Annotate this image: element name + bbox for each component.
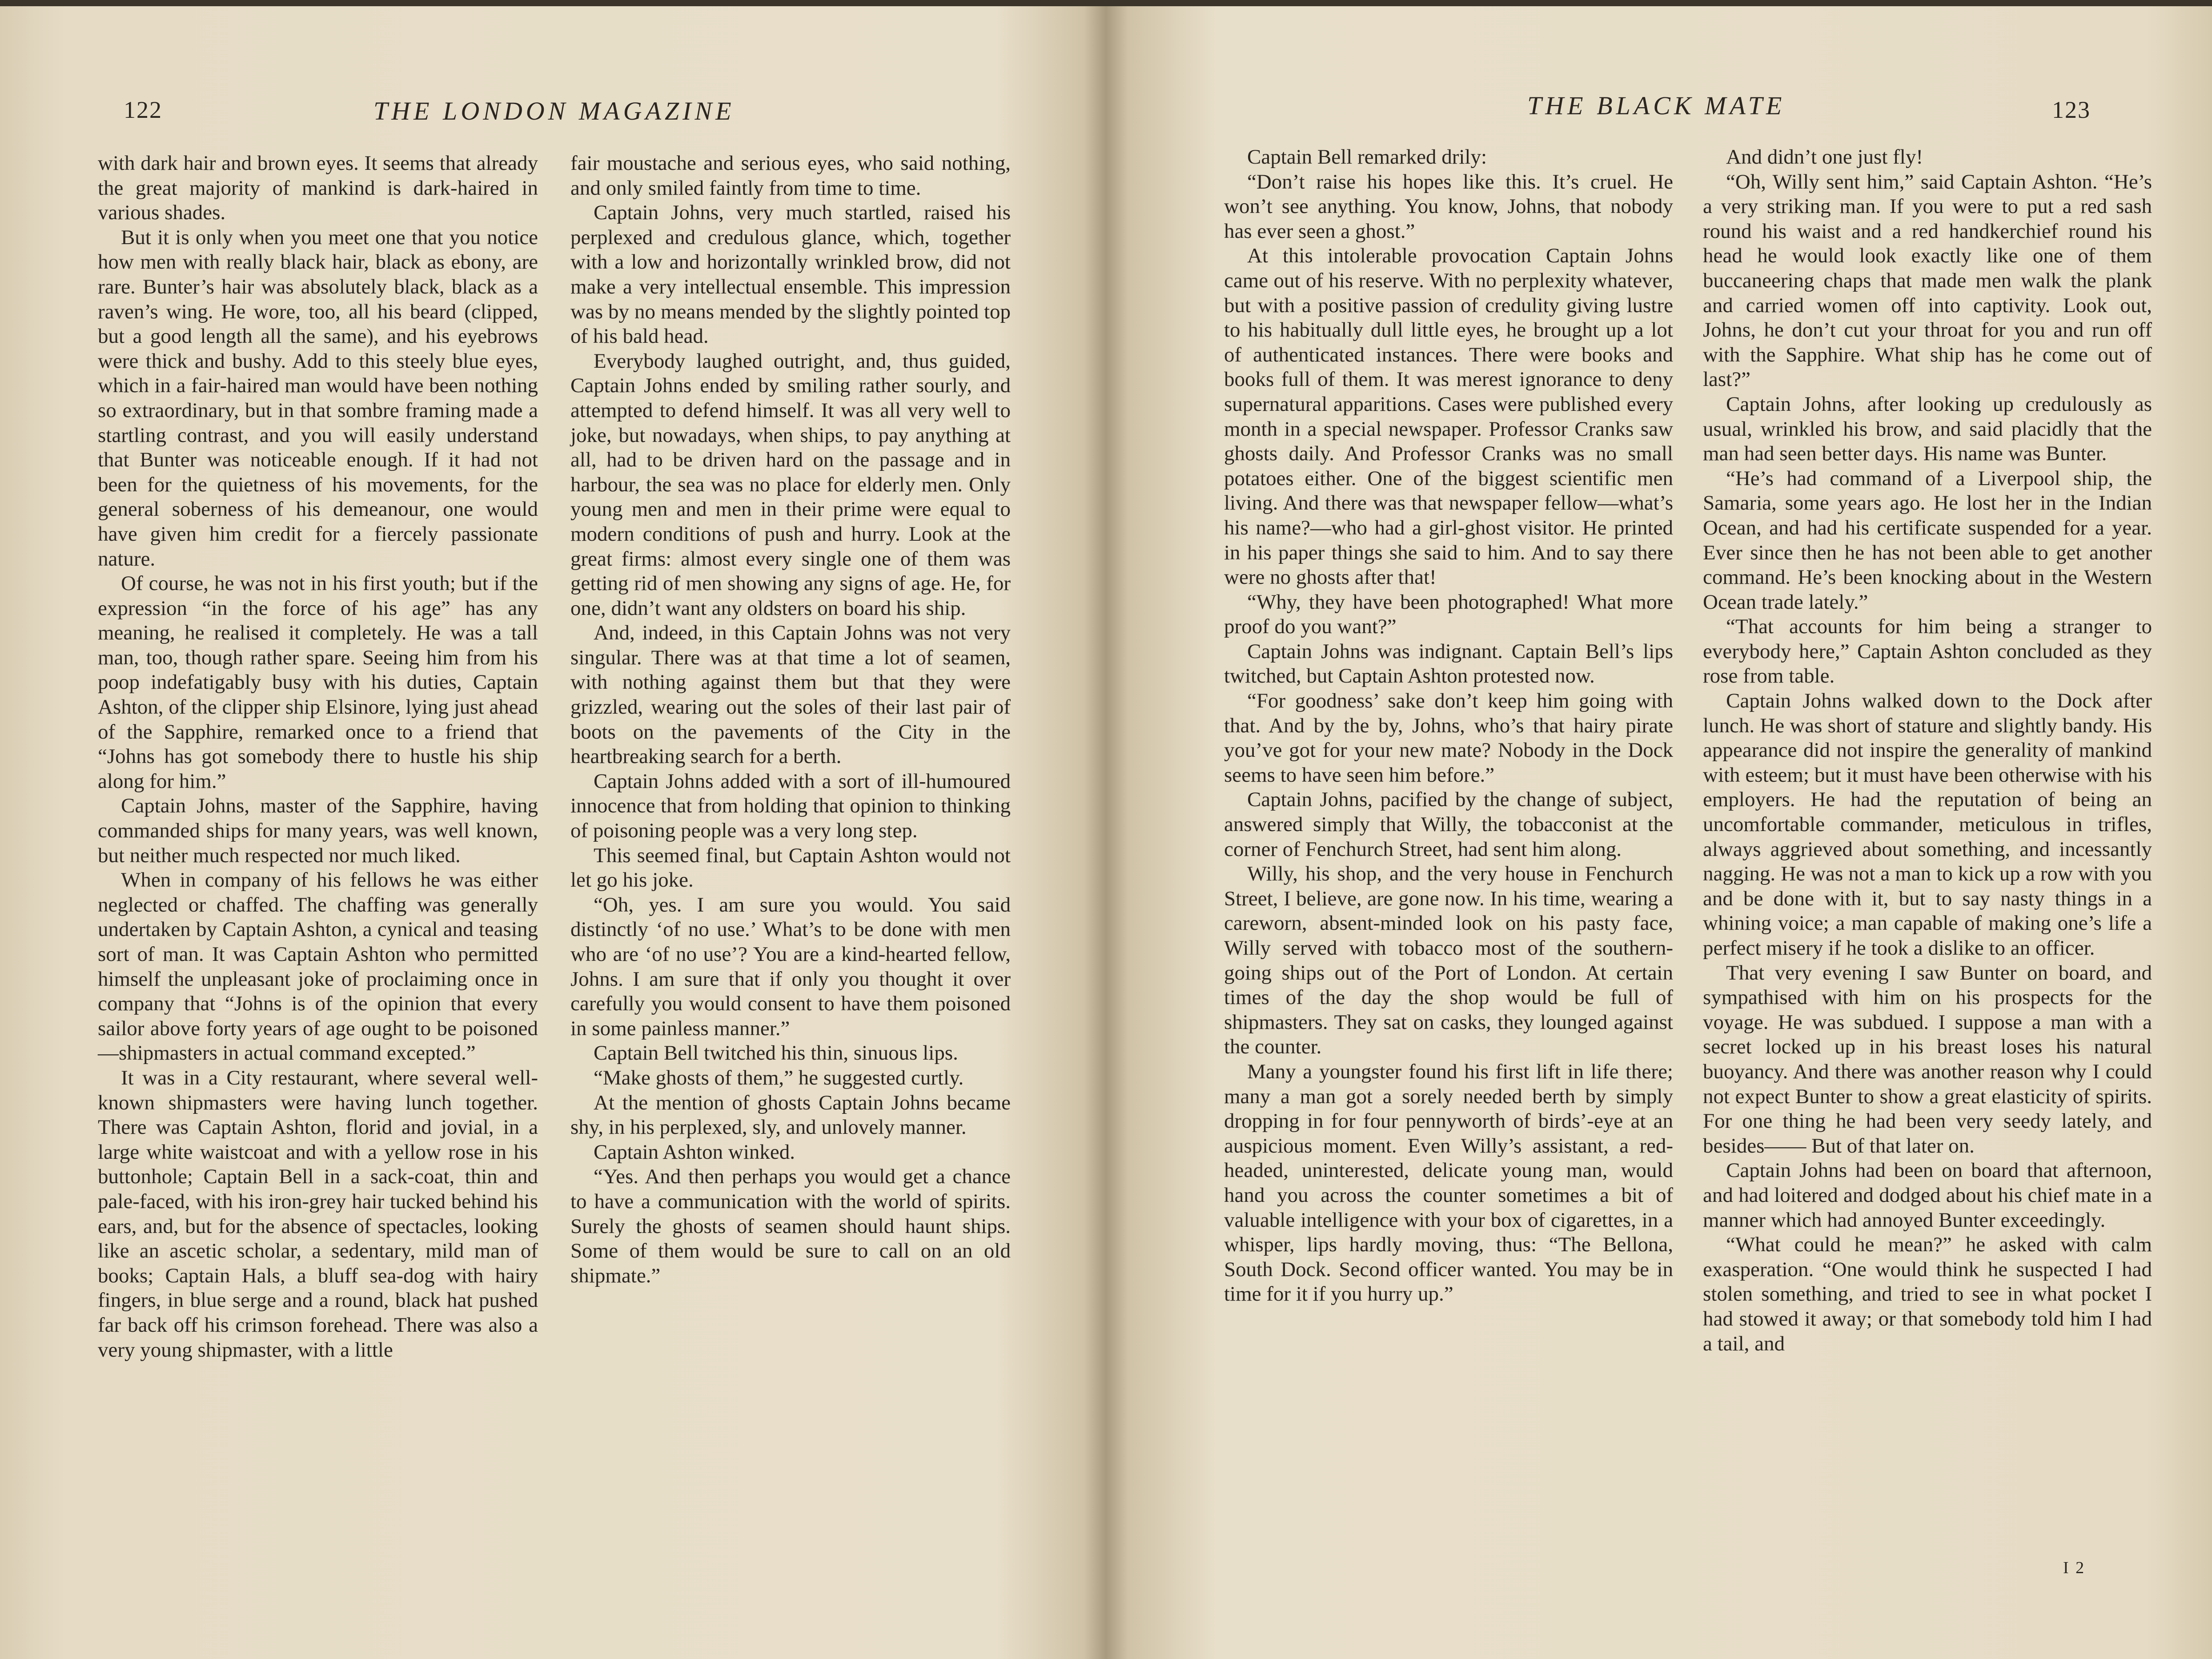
paragraph: Captain Johns, very much startled, raised his perplexed and credulous glance, which, together with a low and horizontally wrinkled brow, did not make a very intellectual ensemble. This impression was by no means mended by the slightly pointed top of his bald head. [570,201,1011,348]
paragraph: Captain Johns was indignant. Captain Bell’s lips twitched, but Captain Ashton protested now. [1224,639,1673,688]
paragraph: Of course, he was not in his first youth; but if the expression “in the force of his age” has any meaning, he realised it completely. He was a tall man, too, though rather spare. Seeing him from his poop indefatigably busy with his duties, Captain Ashton, of the clipper ship Elsinore, lying just ahead of the Sapphire, remarked once to a friend that “Johns has got somebody there to hustle his ship along for him.” [98,572,538,793]
paragraph: Willy, his shop, and the very house in Fenchurch Street, I believe, are gone now. In his time, wearing a careworn, absent-minded look on his pasty face, Willy served with tobacco most of the southern-going ships out of the Port of London. At certain times of the day the shop would be full of shipmasters. They sat on casks, they lounged against the counter. [1224,862,1673,1059]
paragraph: “Make ghosts of them,” he suggested curtly. [594,1066,964,1089]
text-column-1 [1224,145,1673,1307]
paragraph: “What could he mean?” he asked with calm exasperation. “One would think he suspected I had stolen something, and tried to see in what pocket I had stowed it away; or that somebody told him I had a tail, and [1703,1233,2152,1355]
paragraph: with dark hair and brown eyes. It seems that already the great majority of mankind is dark-haired in various shades. [98,152,538,225]
running-title: THE LONDON MAGAZINE [373,96,735,125]
paragraph: Captain Johns, master of the Sapphire, having commanded ships for many years, was well known, but neither much respected nor much liked. [98,794,538,867]
paragraph: “Yes. And then perhaps you would get a chance to have a communication with the world of spirits. Surely the ghosts of seamen should haunt ships. Some of them would be sure to call on an old shipmate.” [570,1165,1011,1287]
running-head [0,87,1103,141]
paragraph: Captain Johns, after looking up credulously as usual, wrinkled his brow, and said placidly that the man had seen better days. His name was Bunter. [1703,392,2152,466]
paragraph: Captain Bell remarked drily: [1247,145,1487,169]
paragraph: That very evening I saw Bunter on board, and sympathised with him on his prospects for the voyage. He was subdued. I suppose a man with a secret locked up in his breast loses his natural buoyancy. And there was another reason why I could not expect Bunter to show a great elasticity of spirits. For one thing he had been very seedy lately, and besides—— But of that later on. [1703,961,2152,1157]
paragraph: Many a youngster found his first lift in life there; many a man got a sorely needed berth by simply dropping in for four pennyworth of birds’-eye at an auspicious moment. Even Willy’s assistant, a red-headed, uninterested, delicate young man, would hand you across the counter sometimes a bit of valuable intelligence with your box of cigarettes, in a whisper, lips hardly moving, thus: “The Bellona, South Dock. Second officer wanted. You may be in time for it if you hurry up.” [1224,1060,1673,1306]
paragraph: “That accounts for him being a stranger to everybody here,” Captain Ashton concluded as they rose from table. [1703,615,2152,688]
paragraph: This seemed final, but Captain Ashton would not let go his joke. [570,844,1011,892]
paragraph: When in company of his fellows he was either neglected or chaffed. The chaffing was generally undertaken by Captain Ashton, a cynical and teasing sort of man. It was Captain Ashton who permitted himself the unpleasant joke of proclaiming once in company that “Johns is of the opinion that every sailor above forty years of age ought to be poisoned—shipmasters in actual command excepted.” [98,868,538,1065]
paragraph: “Why, they have been photographed! What more proof do you want?” [1224,590,1673,639]
text-column-2 [570,151,1011,1288]
running-head [1109,87,2212,141]
text-column-2 [1703,145,2152,1356]
right-page [1109,6,2212,1659]
paragraph: And didn’t one just fly! [1726,145,1923,169]
page-number: 123 [2052,96,2091,123]
paragraph: At the mention of ghosts Captain Johns became shy, in his perplexed, sly, and unlovely manner. [570,1091,1011,1139]
paragraph: Captain Bell twitched his thin, sinuous lips. [594,1041,958,1065]
paragraph: But it is only when you meet one that you notice how men with really black hair, black as ebony, are rare. Bunter’s hair was absolutely black, black as a raven’s wing. He wore, too, all his beard (clipped, but a good length all the same), and his eyebrows were thick and bushy. Add to this steely blue eyes, which in a fair-haired man would have been nothing so extraordinary, but in that sombre framing made a startling contrast, and you will easily understand that Bunter was noticeable enough. If it had not been for the quietness of his movements, for the general soberness of his demeanour, one would have given him credit for a fiercely passionate nature. [98,225,538,570]
paragraph: fair moustache and serious eyes, who said nothing, and only smiled faintly from time to time. [570,152,1011,200]
paragraph: “Oh, Willy sent him,” said Captain Ashton. “He’s a very striking man. If you were to put a red sash round his waist and a red handkerchief round his head he would look exactly like one of them buccaneering chaps that made men walk the plank and carried women off into captivity. Look out, Johns, he don’t cut your throat for you and run off with the Sapphire. What ship has he come out of last?” [1703,170,2152,391]
running-title: THE BLACK MATE [1527,91,1786,120]
paragraph: At this intolerable provocation Captain Johns came out of his reserve. With no perplexity whatever, but with a positive passion of credulity giving lustre to his habitually dull little eyes, he brought up a lot of authenticated instances. There were books and books full of them. It was merest ignorance to deny supernatural apparitions. Cases were published every month in a special newspaper. Professor Cranks saw ghosts daily. And Professor Cranks was no small potatoes either. One of the biggest scientific men living. And there was that newspaper fellow—what’s his name?—who had a girl-ghost visitor. He printed in his paper things she said to him. And to say there were no ghosts after that! [1224,244,1673,589]
signature-mark: I 2 [2063,1559,2086,1577]
paragraph: Captain Ashton winked. [594,1140,795,1164]
left-page [0,6,1103,1659]
paragraph: Captain Johns added with a sort of ill-humoured innocence that from holding that opinion to thinking of poisoning people was a very long step. [570,769,1011,843]
paragraph: Captain Johns had been on board that afternoon, and had loitered and dodged about his chief mate in a manner which had annoyed Bunter exceedingly. [1703,1159,2152,1232]
paragraph: And, indeed, in this Captain Johns was not very singular. There was at that time a lot of seamen, with nothing against them but that they were grizzled, wearing out the soles of their last pair of boots on the pavements of the City in the heartbreaking search for a berth. [570,621,1011,768]
text-column-1 [98,151,538,1362]
paragraph: “Oh, yes. I am sure you would. You said distinctly ‘of no use.’ What’s to be done with men who are ‘of no use’? You are a kind-hearted fellow, Johns. I am sure that if only you thought it over carefully you would consent to have them poisoned in some painless manner.” [570,893,1011,1040]
paragraph: Everybody laughed outright, and, thus guided, Captain Johns ended by smiling rather sourly, and attempted to defend himself. It was all very well to joke, but nowadays, when ships, to pay anything at all, had to be driven hard on the passage and in harbour, the sea was no place for elderly men. Only young men and men in their prime were equal to modern conditions of push and hurry. Look at the great firms: almost every single one of them was getting rid of men showing any signs of age. He, for one, didn’t want any oldsters on board his ship. [570,349,1011,620]
paragraph: It was in a City restaurant, where several well-known shipmasters were having lunch together. There was Captain Ashton, florid and jovial, in a large white waistcoat and with a yellow rose in his buttonhole; Captain Bell in a sack-coat, thin and pale-faced, with his iron-grey hair tucked behind his ears, and, but for the absence of spectacles, looking like an ascetic scholar, a sedentary, mild man of books; Captain Hals, a bluff sea-dog with hairy fingers, in blue serge and a round, black hat pushed far back off his crimson forehead. There was also a very young shipmaster, with a little [98,1066,538,1362]
paragraph: “For goodness’ sake don’t keep him going with that. And by the by, Johns, who’s that hairy pirate you’ve got for your new mate? Nobody in the Dock seems to have seen him before.” [1224,689,1673,787]
page-number: 122 [124,96,162,123]
paragraph: “He’s had command of a Liverpool ship, the Samaria, some years ago. He lost her in the Indian Ocean, and had his certificate suspended for a year. Ever since then he has not been able to get another command. He’s been knocking about in the Western Ocean trade lately.” [1703,466,2152,614]
paragraph: “Don’t raise his hopes like this. It’s cruel. He won’t see anything. You know, Johns, that nobody has ever seen a ghost.” [1224,170,1673,243]
paragraph: Captain Johns walked down to the Dock after lunch. He was short of stature and slightly bandy. His appearance did not inspire the generality of mankind with esteem; but it must have been otherwise with his employers. He had the reputation of being an uncomfortable commander, meticulous in trifles, always aggrieved about something, and incessantly nagging. He was not a man to kick up a row with you and be done with it, but to say nasty things in a whining voice; a man capable of making one’s life a perfect misery if he took a dislike to an officer. [1703,689,2152,960]
paragraph: Captain Johns, pacified by the change of subject, answered simply that Willy, the tobacconist at the corner of Fenchurch Street, had sent him along. [1224,788,1673,861]
